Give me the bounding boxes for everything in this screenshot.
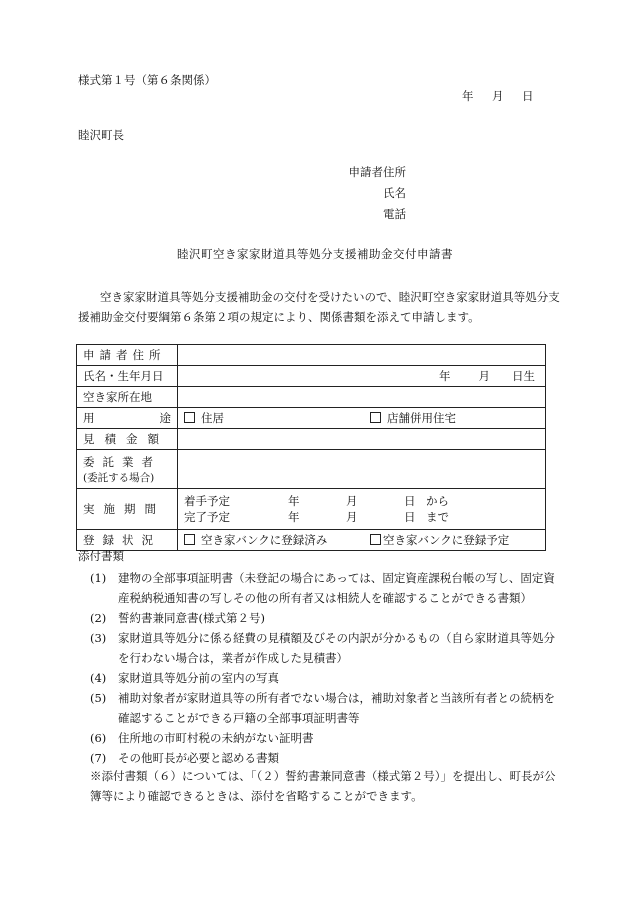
estimate-amount-field[interactable] bbox=[178, 429, 546, 450]
table-row bbox=[77, 387, 546, 408]
name-birth-field[interactable] bbox=[178, 366, 546, 387]
date-month: 月 bbox=[492, 89, 506, 103]
applicant-block bbox=[346, 164, 406, 227]
applicant-address-label: 申請者住所 bbox=[348, 165, 406, 179]
table-row bbox=[77, 345, 546, 366]
recipient: 睦沢町長 bbox=[78, 128, 124, 142]
form-number: 様式第１号（第６条関係） bbox=[78, 73, 216, 87]
checkbox-icon[interactable] bbox=[184, 412, 195, 423]
applicant-name-label: 氏名 bbox=[383, 186, 406, 200]
birth-day: 日生 bbox=[512, 369, 535, 383]
checkbox-icon[interactable] bbox=[370, 412, 381, 423]
period-start[interactable]: 着手予定 年 月 日 から bbox=[184, 494, 449, 508]
table-row bbox=[77, 530, 546, 551]
table-row bbox=[77, 429, 546, 450]
submission-date bbox=[462, 88, 536, 104]
list-item: (5) 補助対象者が家財道具等の所有者でない場合は，補助対象者と当該所有者との続柄を確認することができる戸籍の全部事項証明書等 bbox=[90, 691, 555, 725]
applicant-address-field[interactable] bbox=[178, 345, 546, 366]
list-item: (2) 誓約書兼同意書(様式第２号) bbox=[90, 611, 265, 625]
birth-year: 年 bbox=[439, 369, 451, 383]
intro-text: 空き家家財道具等処分支援補助金の交付を受けたいので、睦沢町空き家家財道具等処分支援補助金交付要綱第６条第２項の規定により、関係書類を添えて申請します。 bbox=[78, 290, 560, 324]
vacant-house-location-field[interactable] bbox=[178, 387, 546, 408]
usage-option-residence[interactable]: 住居 bbox=[184, 410, 370, 426]
attachments-title: 添付書類 bbox=[78, 549, 124, 563]
attachments-note: ※添付書類（６）については、「（２）誓約書兼同意書（様式第２号）」を提出し、町長が公簿等により確認できるときは、添付を省略することができます。 bbox=[90, 769, 556, 803]
list-item: (3) 家財道具等処分に係る経費の見積額及びその内訳が分かるもの（自ら家財道具等処分を行わない場合は，業者が作成した見積書） bbox=[90, 631, 555, 665]
registration-status-label: 登録状況 bbox=[77, 530, 178, 551]
usage-option-shop-residence[interactable]: 店舗併用住宅 bbox=[370, 411, 456, 425]
usage-label-b: 途 bbox=[159, 411, 171, 425]
status-option-registered[interactable]: 空き家バンクに登録済み bbox=[184, 532, 370, 548]
list-item: (1) 建物の全部事項証明書（未登記の場合にあっては、固定資産課税台帳の写し、固定資産税納税通知書の写しその他の所有者又は相続人を確認することができる書類） bbox=[90, 571, 555, 605]
table-row bbox=[77, 408, 546, 429]
period-label: 実施期間 bbox=[77, 489, 178, 530]
applicant-phone-label: 電話 bbox=[383, 207, 406, 221]
attachments-list bbox=[90, 568, 560, 768]
list-item: (4) 家財道具等処分前の室内の写真 bbox=[90, 671, 279, 685]
birth-month: 月 bbox=[478, 369, 490, 383]
date-year: 年 bbox=[462, 89, 476, 103]
period-field bbox=[178, 489, 546, 530]
usage-label-a: 用 bbox=[83, 411, 95, 425]
document-title: 睦沢町空き家家財道具等処分支援補助金交付申請書 bbox=[177, 247, 453, 261]
list-item: (7) その他町長が必要と認める書類 bbox=[90, 751, 279, 765]
vacant-house-location-label: 空き家所在地 bbox=[77, 387, 178, 408]
table-row bbox=[77, 450, 546, 489]
checkbox-icon[interactable] bbox=[370, 534, 381, 545]
list-item: (6) 住所地の市町村税の未納がない証明書 bbox=[90, 731, 314, 745]
table-row bbox=[77, 366, 546, 387]
date-day: 日 bbox=[522, 89, 536, 103]
applicant-address-cell-label bbox=[77, 345, 178, 366]
checkbox-icon[interactable] bbox=[184, 534, 195, 545]
status-option-planned[interactable]: 空き家バンクに登録予定 bbox=[370, 533, 509, 547]
period-end[interactable]: 完了予定 年 月 日 まで bbox=[184, 510, 449, 524]
contractor-field[interactable] bbox=[178, 450, 546, 489]
table-row bbox=[77, 489, 546, 530]
contractor-label: 委託業者 (委託する場合) bbox=[77, 450, 178, 489]
estimate-amount-label: 見積金額 bbox=[77, 429, 178, 450]
name-birth-cell-label: 氏名・生年月日 bbox=[77, 366, 178, 387]
usage-label bbox=[77, 408, 178, 429]
usage-options bbox=[178, 408, 546, 429]
application-table bbox=[76, 344, 546, 551]
registration-status-options bbox=[178, 530, 546, 551]
label-text: 申請者住所 bbox=[83, 348, 166, 362]
